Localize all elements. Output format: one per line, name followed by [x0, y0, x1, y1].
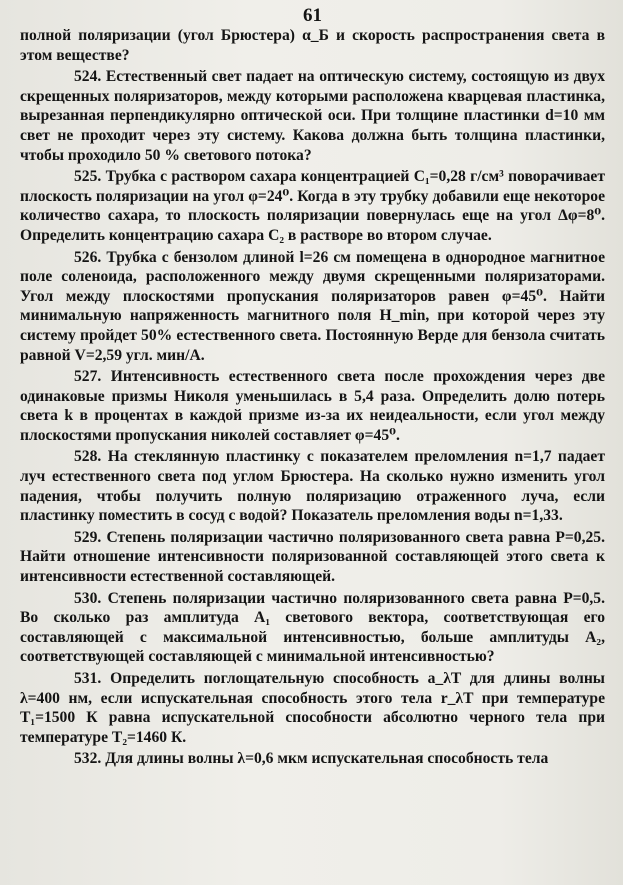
problem-number: 531. — [74, 670, 102, 687]
problem-number: 524. — [74, 68, 102, 86]
paragraph-text: полной поляризации (угол Брюстера) α_Б и скорость распространения света в этом веществе? — [20, 27, 605, 64]
problem-524 — [20, 67, 605, 165]
problem-number: 530. — [74, 589, 102, 607]
problem-text: Трубка с бензолом длиной l=26 см помещена в однородное магнитное поле соленоида, расположенного между двумя скрещенными поляризаторами. Угол между плоскостями пропускания поляризаторов равен φ=45⁰. Найти минимальную напряженность магнитного поля H_min, при которой через эту систему пройдет 50% естественного света. Постоянную Верде для бензола считать равной V=2,59 угл. мин/А. — [20, 248, 605, 364]
problem-text: Определить поглощательную способность a_λT для длины волны λ=400 нм, если испускательная способность этого тела r_λT при температуре T₁=1500 К равна испускательной способности абсолютно черного тела при температуре T₂=1460 К. — [20, 670, 605, 746]
problem-526 — [20, 248, 605, 366]
problem-527 — [20, 367, 605, 445]
problem-text: Интенсивность естественного света после прохождения через две одинаковые призмы Николя уменьшилась в 5,4 раза. Определить долю потерь света k в процентах в каждой призме из-за их неидеальности, если угол между плоскостями пропускания николей составляет φ=45⁰. — [20, 368, 605, 444]
problem-text: Естественный свет падает на оптическую систему, состоящую из двух скрещенных поляризаторов, между которыми расположена кварцевая пластинка, вырезанная перпендикулярно оптической оси. При толщине пластинки d=10 мм свет не проходит через эту систему. Какова должна быть толщина пластинки, чтобы проходило 50 % светового потока? — [20, 68, 605, 164]
problem-text: Трубка с раствором сахара концентрацией C₁=0,28 г/см³ поворачивает плоскость поляризации на угол φ=24⁰. Когда в эту трубку добавили еще некоторое количество сахара, то плоскость поляризации повернулась еще на угол Δφ=8⁰. Определить концентрацию сахара C₂ в растворе во втором случае. — [20, 168, 605, 244]
problem-text: Степень поляризации частично поляризованного света равна P=0,25. Найти отношение интенсивности поляризованной составляющей этого света к интенсивности естественной составляющей. — [20, 528, 605, 586]
problem-number: 528. — [74, 448, 102, 466]
problem-number: 527. — [74, 368, 102, 386]
paragraph-continuation — [20, 26, 605, 65]
page-number: 61 — [303, 5, 322, 26]
problem-530 — [20, 589, 605, 667]
problem-525 — [20, 167, 605, 245]
problem-number: 532. — [74, 750, 102, 768]
problem-number: 529. — [74, 528, 102, 546]
problem-number: 526. — [74, 248, 102, 266]
problem-528 — [20, 447, 605, 525]
problem-text: Степень поляризации частично поляризованного света равна P=0,5. Во сколько раз амплитуда A₁ светового вектора, соответствующая его составляющей с максимальной интенсивностью, больше амплитуды A₂, соответствующей составляющей с минимальной интенсивностью? — [20, 589, 605, 666]
problem-531 — [20, 669, 605, 747]
problem-text: Для длины волны λ=0,6 мкм испускательная способность тела — [105, 750, 549, 768]
problem-532 — [20, 749, 605, 769]
problem-number: 525. — [74, 168, 102, 186]
problem-text: На стеклянную пластинку с показателем преломления n=1,7 падает луч естественного света под углом Брюстера. На сколько нужно изменить угол падения, чтобы получить полную поляризацию отраженного луча, если пластинку поместить в сосуд с водой? Показатель преломления воды n=1,33. — [20, 448, 605, 525]
problem-529 — [20, 528, 605, 587]
